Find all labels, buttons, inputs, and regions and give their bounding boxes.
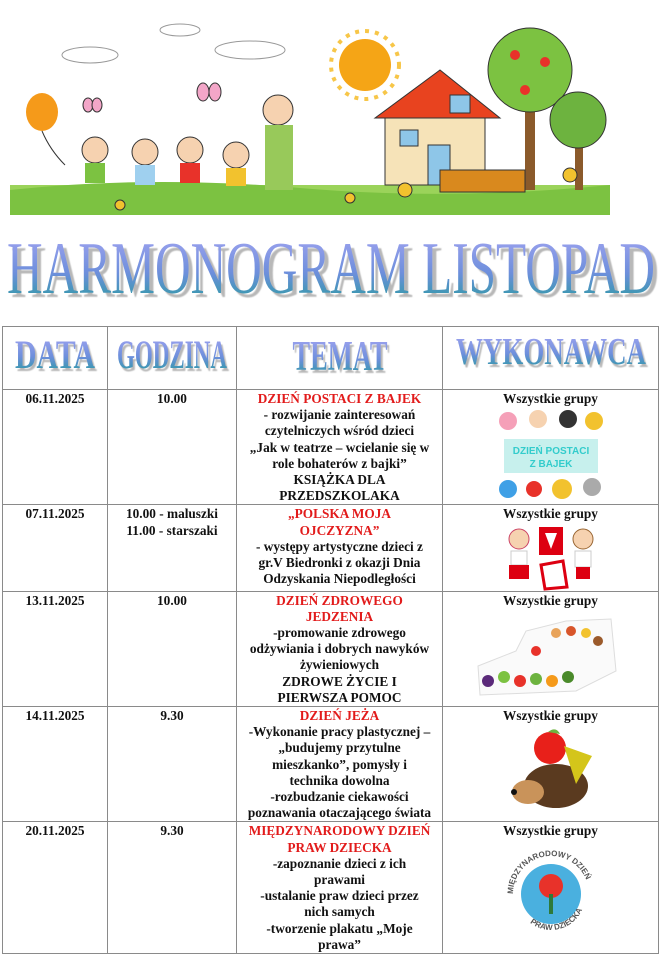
performer: Wszystkie grupy [503, 708, 598, 724]
topic-line: -promowanie zdrowego [273, 625, 406, 641]
date-cell [3, 707, 108, 822]
topic-line: PIERWSZA POMOC [277, 689, 402, 705]
topic-line: Odzyskania Niepodległości [263, 571, 416, 587]
title-text: HARMONOGRAM LISTOPAD [7, 228, 655, 310]
hedgehog-image [506, 726, 596, 812]
childrens-rights-logo-image [501, 842, 601, 942]
children-icon [82, 95, 293, 190]
table-header-row [3, 327, 659, 390]
sun-icon [331, 31, 399, 99]
topic-line: - rozwijanie zainteresowań [263, 407, 416, 423]
topic-line: prawa” [318, 936, 361, 952]
topic-cell [237, 707, 443, 822]
header-temat [237, 327, 443, 390]
performer: Wszystkie grupy [503, 391, 598, 406]
cloud-icon [62, 24, 285, 63]
date: 20.11.2025 [25, 823, 85, 839]
header-wykonawca-text: WYKONAWCA [455, 331, 646, 373]
topic-line: PRZEDSZKOLAKA [279, 488, 400, 504]
performer-cell [443, 390, 659, 505]
topic-cell [237, 390, 443, 505]
header-wykonawca [443, 327, 659, 390]
performer-cell [443, 591, 659, 706]
house-icon [375, 70, 500, 185]
topic-line: żywieniowych [299, 657, 380, 673]
topic-title: DZIEŃ ZDROWEGO [276, 592, 403, 608]
header-data-text: DATA [15, 332, 96, 377]
topic-line: mieszkanko”, pomysły i [272, 756, 407, 772]
fairy-tale-characters-image [496, 409, 606, 501]
time-line: 10.00 [157, 391, 187, 406]
header-godzina-text: GODZINA [116, 332, 227, 377]
topic-line: -tworzenie plakatu „Moje [266, 920, 413, 936]
topic-line: nich samych [304, 904, 375, 920]
date: 13.11.2025 [25, 592, 85, 608]
date-cell [3, 591, 108, 706]
topic-title: MIĘDZYNARODOWY DZIEŃ [248, 823, 431, 839]
time-cell [108, 822, 237, 954]
fence-icon [440, 170, 525, 192]
date: 07.11.2025 [25, 506, 85, 522]
time-line: 9.30 [160, 823, 184, 839]
topic-line: -ustalanie praw dzieci przez [260, 888, 419, 904]
svg-text:DZIEŃ POSTACI: DZIEŃ POSTACI [512, 446, 589, 458]
topic-line: technika dowolna [289, 772, 390, 788]
topic-cell [237, 591, 443, 706]
header-temat-text: TEMAT [292, 334, 387, 380]
table-row [3, 707, 659, 822]
time-cell [108, 591, 237, 706]
topic-line: - występy artystyczne dzieci z [256, 538, 423, 554]
table-row [3, 505, 659, 591]
table-row [3, 822, 659, 954]
topic-title: JEDZENIA [305, 608, 374, 624]
topic-title: „POLSKA MOJA [287, 506, 392, 522]
performer: Wszystkie grupy [503, 823, 598, 839]
table-row [3, 591, 659, 706]
butterfly-icon [83, 83, 221, 112]
performer-cell [443, 505, 659, 591]
topic-line: -rozbudzanie ciekawości [270, 789, 409, 805]
date-cell [3, 822, 108, 954]
topic-line: czytelniczych wśród dzieci [264, 423, 415, 439]
performer-cell [443, 822, 659, 954]
svg-text:PRAW DZIECKA: PRAW DZIECKA [528, 906, 584, 932]
svg-text:MIĘDZYNARODOWY DZIEŃ: MIĘDZYNARODOWY DZIEŃ [505, 848, 593, 894]
topic-line: „Jak w teatrze – wcielanie się w [249, 439, 430, 455]
tree-icon [488, 28, 606, 190]
time-line: 10.00 [157, 592, 187, 608]
date: 14.11.2025 [25, 708, 85, 724]
topic-line: -zapoznanie dzieci z ich [272, 855, 407, 871]
topic-title: OJCZYZNA” [299, 522, 380, 538]
topic-line: prawami [314, 872, 365, 888]
performer-cell [443, 707, 659, 822]
topic-title: DZIEŃ JEŻA [299, 708, 380, 724]
date-cell [3, 505, 108, 591]
time-line: 10.00 - maluszki [126, 506, 218, 522]
balloon-icon [26, 93, 65, 165]
topic-line: gr.V Biedronki z okazji Dnia [258, 555, 421, 571]
date: 06.11.2025 [25, 391, 85, 406]
time-cell [108, 390, 237, 505]
table-row [3, 390, 659, 505]
performer: Wszystkie grupy [503, 506, 598, 522]
topic-line: ZDROWE ŻYCIE I [282, 673, 397, 689]
topic-line: role bohaterów z bajki” [272, 455, 407, 471]
time-line: 11.00 - starszaki [126, 522, 218, 538]
performer: Wszystkie grupy [503, 592, 598, 608]
time-cell [108, 505, 237, 591]
topic-cell [237, 822, 443, 954]
topic-title: DZIEŃ POSTACI Z BAJEK [257, 391, 422, 406]
page-title [0, 222, 667, 312]
polish-children-eagle-image [501, 525, 601, 591]
topic-line: „budujemy przytulne [278, 740, 401, 756]
time-line: 9.30 [160, 708, 184, 724]
topic-title: PRAW DZIECKA [287, 839, 392, 855]
header-illustration [0, 0, 667, 220]
topic-cell [237, 505, 443, 591]
topic-line: KSIĄŻKA DLA [293, 472, 386, 488]
topic-line: odżywiania i dobrych nawyków [249, 641, 430, 657]
svg-text:Z BAJEK: Z BAJEK [529, 459, 572, 471]
healthy-food-image [476, 611, 626, 697]
topic-line: poznawania otaczającego świata [247, 805, 432, 821]
header-data [3, 327, 108, 390]
date-cell [3, 390, 108, 505]
time-cell [108, 707, 237, 822]
header-godzina [108, 327, 237, 390]
schedule-table [2, 326, 659, 954]
topic-line: -Wykonanie pracy plastycznej – [248, 724, 431, 740]
